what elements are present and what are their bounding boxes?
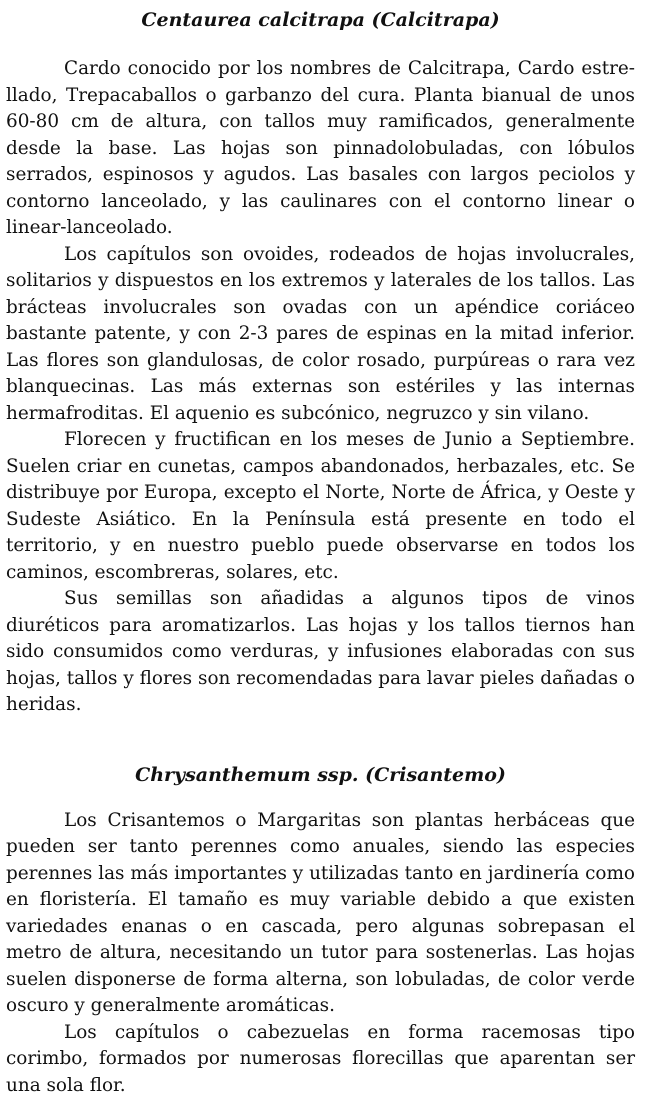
paragraph-capitulos: Los capítulos son ovoides, rodeados de hojas involucrales, solitarios y dispuestos en los extremos y laterales de los tallos. Las brácteas involucrales son ovadas con un apéndice coriáceo bastante patente, y con 2-3 pares de espinas en la mitad inferior. Las flores son glandulosas, de color rosado, purpúreas o rara vez blanquecinas. Las más externas son estériles y las internas hermafroditas. El aquenio es subcónico, negruzco y sin vilano. xyxy=(6,242,635,428)
paragraph-floracion: Florecen y fructifican en los meses de Junio a Septiembre. Suelen criar en cunetas, campos abandonados, herbazales, etc. Se distribuye por Europa, excepto el Norte, Norte de África, y Oeste y Sudeste Asiático. En la Península está presente en todo el territorio, y en nuestro pueblo puede observarse en todos los caminos, escombreras, solares, etc. xyxy=(6,427,635,586)
paragraph-capitulos-crisantemo: Los capítulos o cabezuelas en forma racemosas tipo corimbo, formados por numerosas florecillas que aparentan ser una sola flor. xyxy=(6,1020,635,1099)
paragraph-usos: Sus semillas son añadidas a algunos tipos de vinos diuréticos para aromatizarlos. Las hojas y los tallos tiernos han sido consumidos como verduras, y infusiones elaboradas con sus hojas, tallos y flores son recomendadas para lavar pieles dañadas o heridas. xyxy=(6,586,635,719)
section-title-chrysanthemum: Chrysanthemum ssp. (Crisantemo) xyxy=(6,762,635,788)
section-title-centaurea: Centaurea calcitrapa (Calcitrapa) xyxy=(6,0,635,33)
paragraph-description: Cardo conocido por los nombres de Calcitrapa, Cardo estrellado, Trepacaballos o garbanzo del cura. Planta bianual de unos 60-80 cm de altura, con tallos muy ramificados, generalmente desde la base. Las hojas son pinnadolobuladas, con lóbulos serrados, espinosos y agudos. Las basales con largos peciolos y contorno lanceolado, y las caulinares con el contorno linear o linear-lanceolado. xyxy=(6,56,635,242)
paragraph-crisantemos: Los Crisantemos o Margaritas son plantas herbáceas que pueden ser tanto perennes como anuales, siendo las especies perennes las más importantes y utilizadas tanto en jardinería como en floristería. El tamaño es muy variable debido a que existen variedades enanas o en cascada, pero algunas sobrepasan el metro de altura, necesitando un tutor para sostenerlas. Las hojas suelen disponerse de forma alterna, son lobuladas, de color verde oscuro y generalmente aromáticas. xyxy=(6,808,635,1020)
